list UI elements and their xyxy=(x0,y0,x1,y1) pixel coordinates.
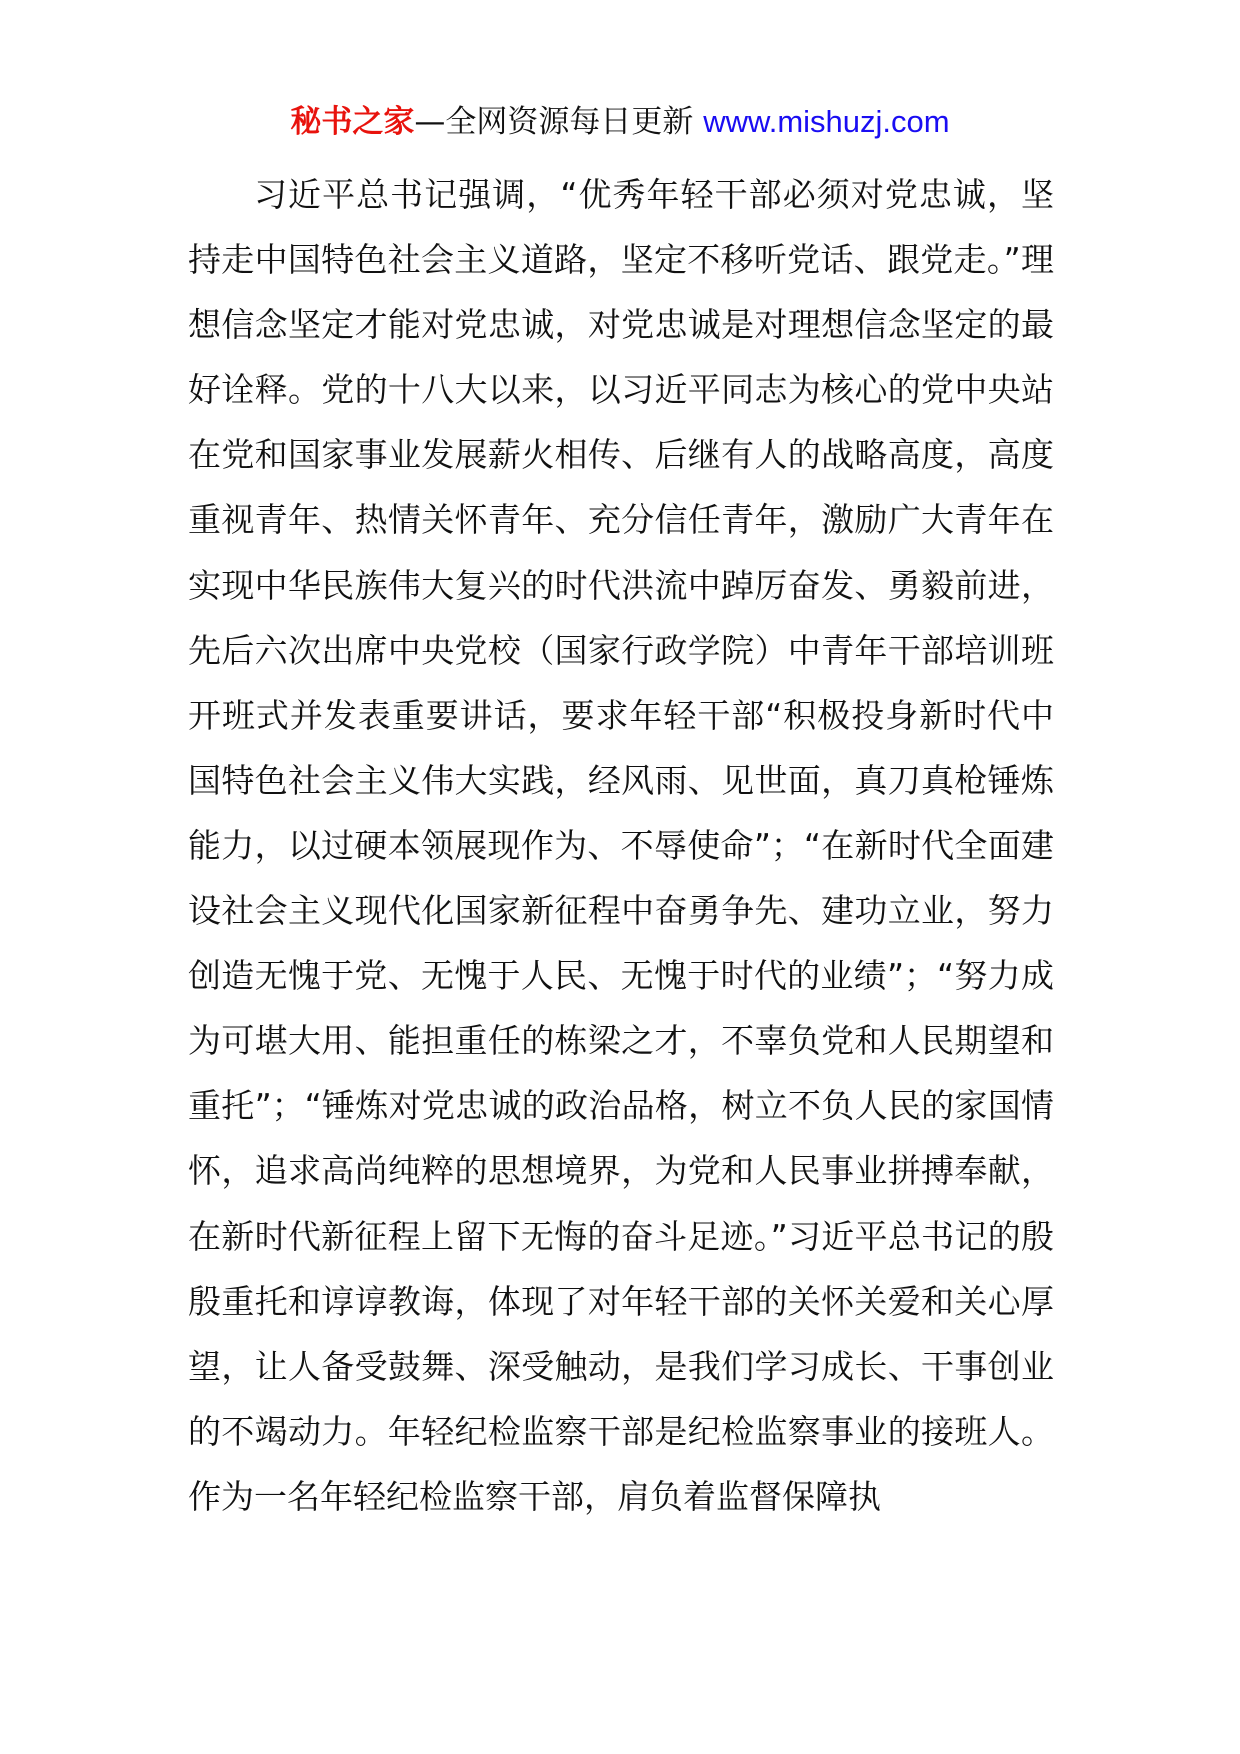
header-tagline: —全网资源每日更新 xyxy=(414,104,694,140)
website-link[interactable]: www.mishuzj.com xyxy=(703,104,950,139)
brand-name: 秘书之家 xyxy=(290,104,415,140)
body-paragraph: 习近平总书记强调，“优秀年轻干部必须对党忠诚，坚持走中国特色社会主义道路，坚定不移听党话、跟党走。”理想信念坚定才能对党忠诚，对党忠诚是对理想信念坚定的最好诠释。党的十八大以来，以习近平同志为核心的党中央站在党和国家事业发展薪火相传、后继有人的战略高度，高度重视青年、热情关怀青年、充分信任青年，激励广大青年在实现中华民族伟大复兴的时代洪流中踔厉奋发、勇毅前进，先后六次出席中央党校（国家行政学院）中青年干部培训班开班式并发表重要讲话，要求年轻干部“积极投身新时代中国特色社会主义伟大实践，经风雨、见世面，真刀真枪锤炼能力，以过硬本领展现作为、不辱使命”；“在新时代全面建设社会主义现代化国家新征程中奋勇争先、建功立业，努力创造无愧于党、无愧于人民、无愧于时代的业绩”；“努力成为可堪大用、能担重任的栋梁之才，不辜负党和人民期望和重托”；“锤炼对党忠诚的政治品格，树立不负人民的家国情怀，追求高尚纯粹的思想境界，为党和人民事业拼搏奉献，在新时代新征程上留下无悔的奋斗足迹。”习近平总书记的殷殷重托和谆谆教诲，体现了对年轻干部的关怀关爱和关心厚望，让人备受鼓舞、深受触动，是我们学习成长、干事创业的不竭动力。年轻纪检监察干部是纪检监察事业的接班人。作为一名年轻纪检监察干部，肩负着监督保障执 xyxy=(188,175,1054,1516)
page-header xyxy=(0,100,1240,144)
